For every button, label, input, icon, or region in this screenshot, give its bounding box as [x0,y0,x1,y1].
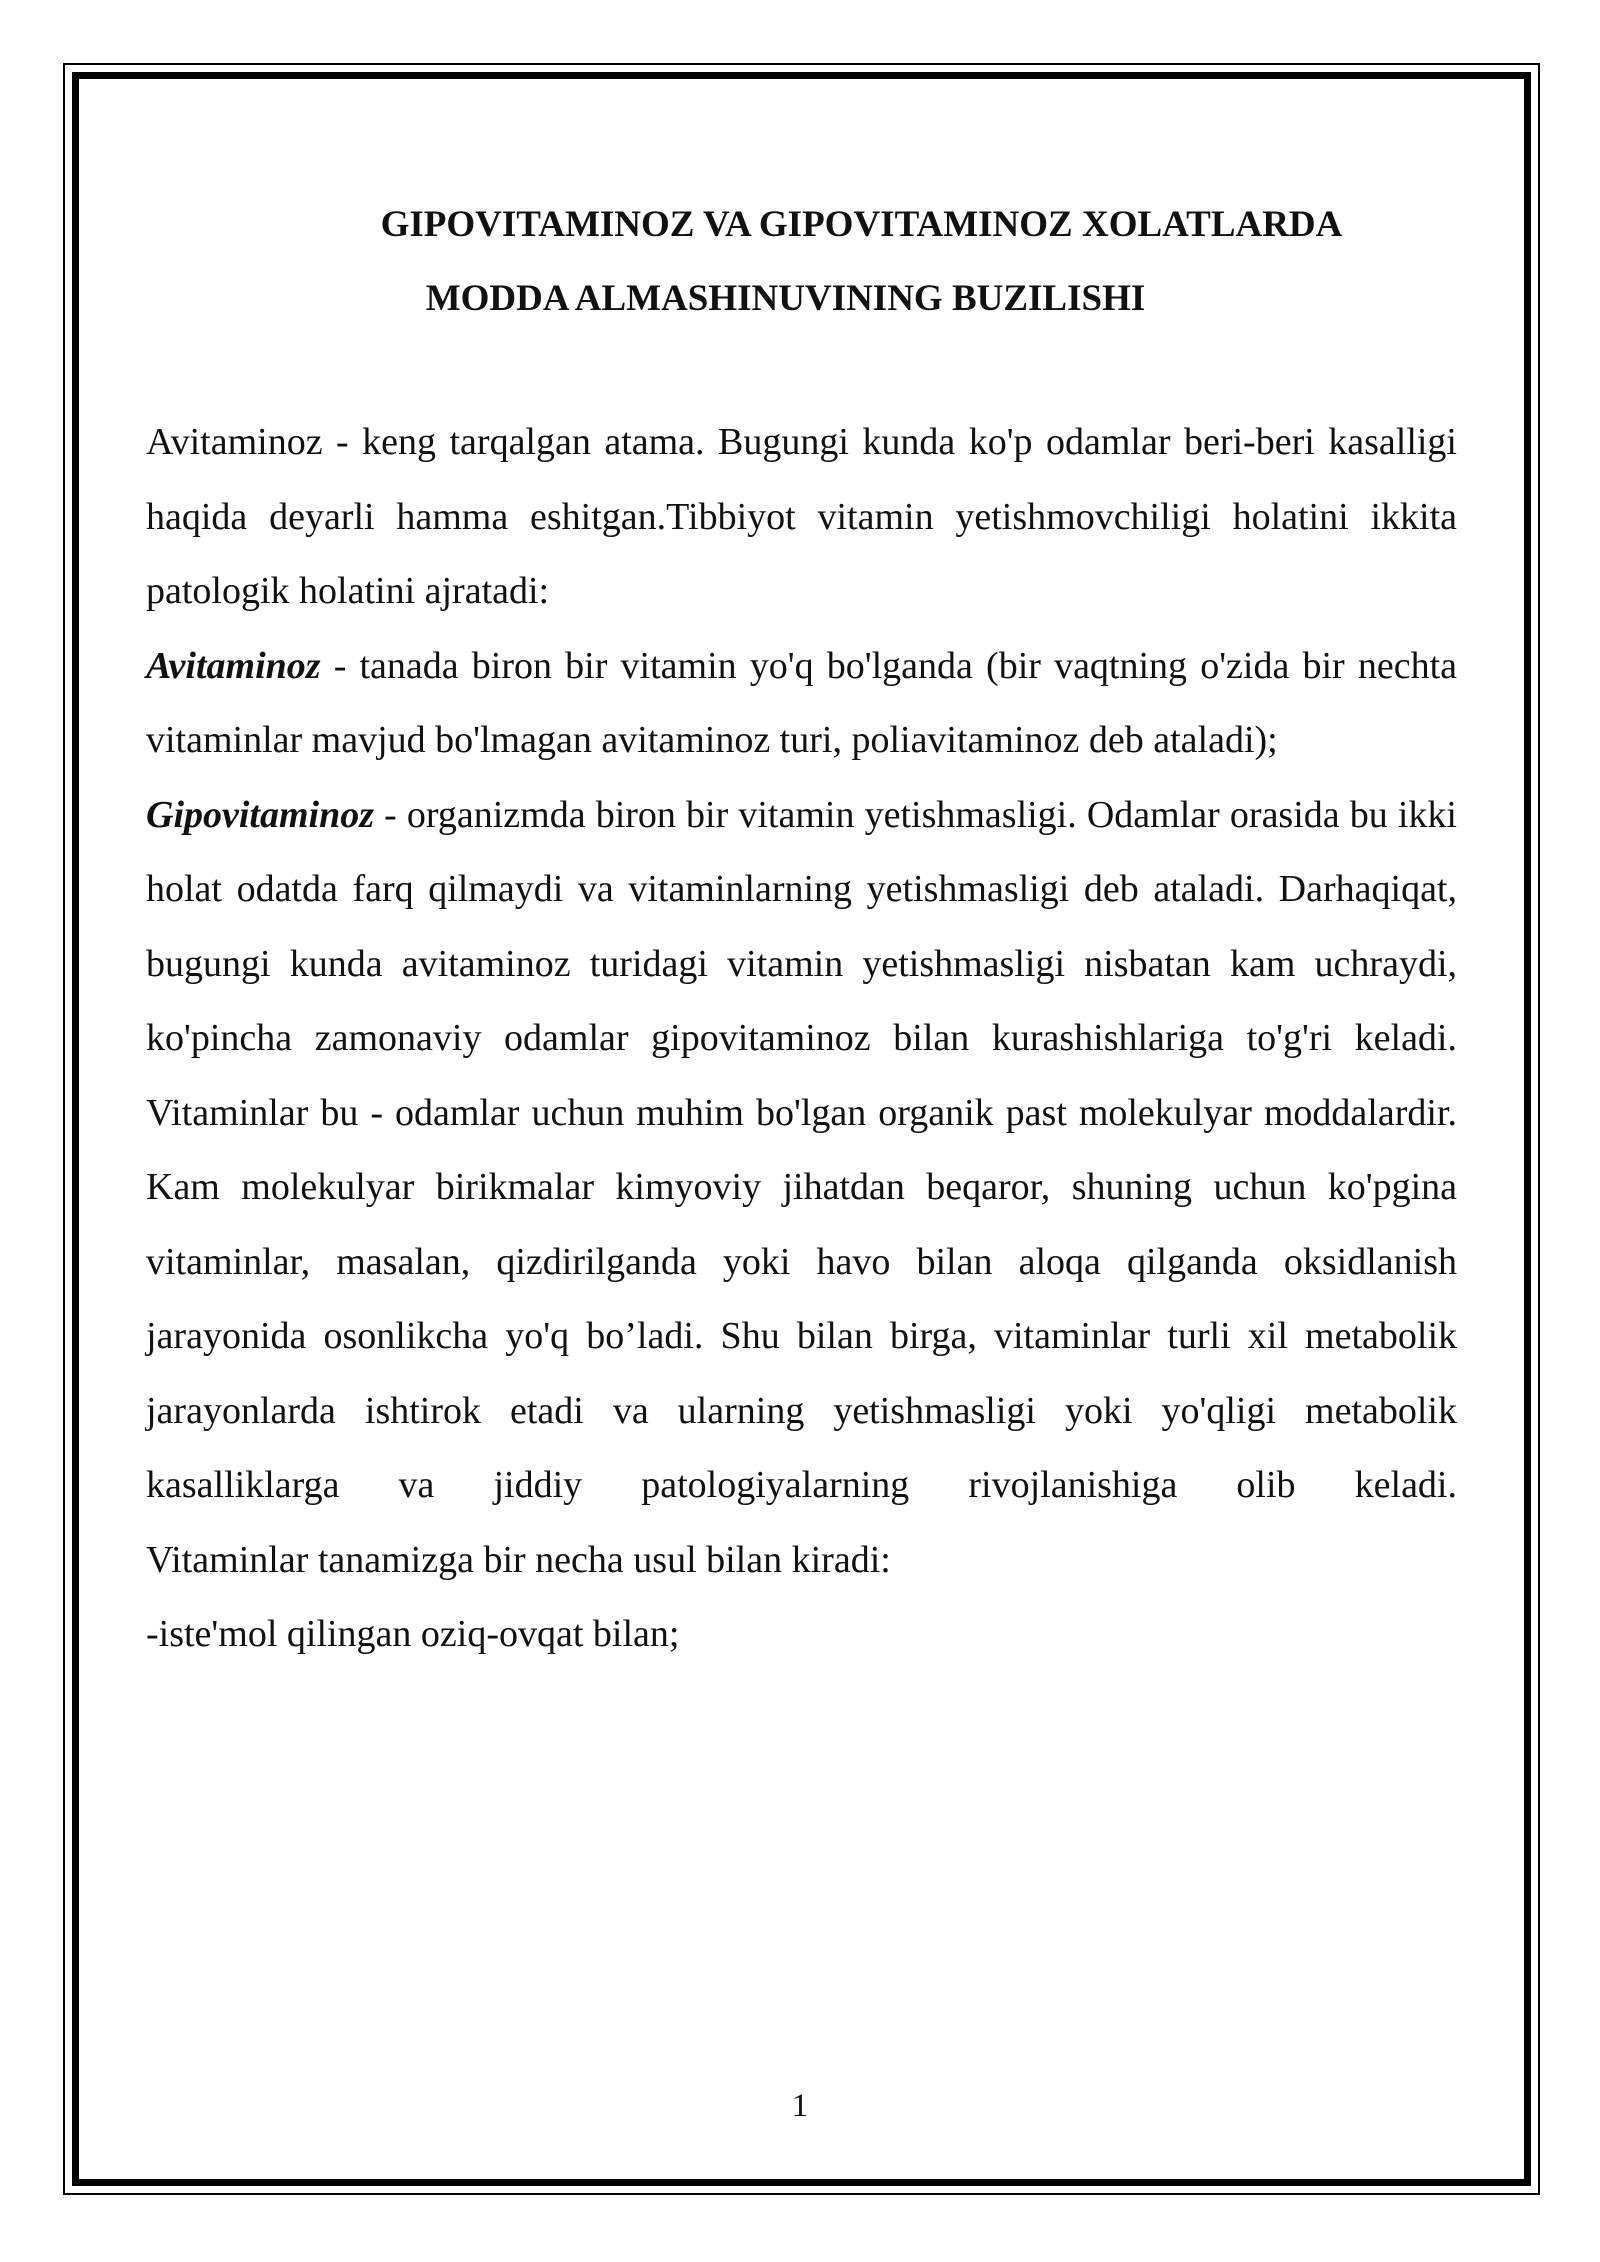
term-gipovitaminoz: Gipovitaminoz [146,793,375,836]
document-body [146,405,1457,1672]
intake-paragraph: Vitaminlar tanamizga bir necha usul bilan kiradi: [146,1538,891,1581]
term-avitaminoz: Avitaminoz [146,644,321,687]
title-line-2: MODDA ALMASHINUVINING BUZILISHI [425,278,1146,319]
page-number: 1 [791,2088,809,2124]
definition-gipovitaminoz-text: - organizmda biron bir vitamin yetishmasligi. Odamlar orasida bu ikki holat odatda farq qilmaydi va vitaminlarning yetishmasligi deb ataladi. Darhaqiqat, bugungi kunda avitaminoz turidagi vitamin yetishmasligi nisbatan kam uchraydi, ko'pincha zamonaviy odamlar gipovitaminoz bilan kurashishlariga to'g'ri keladi. [146,793,1457,1059]
document-title [146,188,1457,336]
definition-gipovitaminoz [146,778,1457,1076]
intro-paragraph: Avitaminoz - keng tarqalgan atama. Bugungi kunda ko'p odamlar beri-beri kasalligi haqida deyarli hamma eshitgan.Tibbiyot vitamin yetishmovchiligi holatini ikkita patologik holatini ajratadi: [146,421,1457,612]
vitamins-paragraph: Vitaminlar bu - odamlar uchun muhim bo'lgan organik past molekulyar moddalardir. Kam molekulyar birikmalar kimyoviy jihatdan beqaror, shuning uchun ko'pgina vitaminlar, masalan, qizdirilganda yoki havo bilan aloqa qilganda oksidlanish jarayonida osonlikcha yo'q bo’ladi. Shu bilan birga, vitaminlar turli xil metabolik jarayonlarda ishtirok etadi va ularning yetishmasligi yoki yo'qligi metabolik kasalliklarga va jiddiy patologiyalarning rivojlanishiga olib keladi. [146,1091,1457,1506]
title-line-1: GIPOVITAMINOZ VA GIPOVITAMINOZ XOLATLARDA [380,204,1343,245]
list-item: -iste'mol qilingan oziq-ovqat bilan; [146,1613,680,1655]
definition-avitaminoz [146,629,1457,778]
definition-avitaminoz-text: - tanada biron bir vitamin yo'q bo'lganda (bir vaqtning o'zida bir nechta vitaminlar mavjud bo'lmagan avitaminoz turi, poliavitaminoz deb ataladi); [146,644,1457,761]
